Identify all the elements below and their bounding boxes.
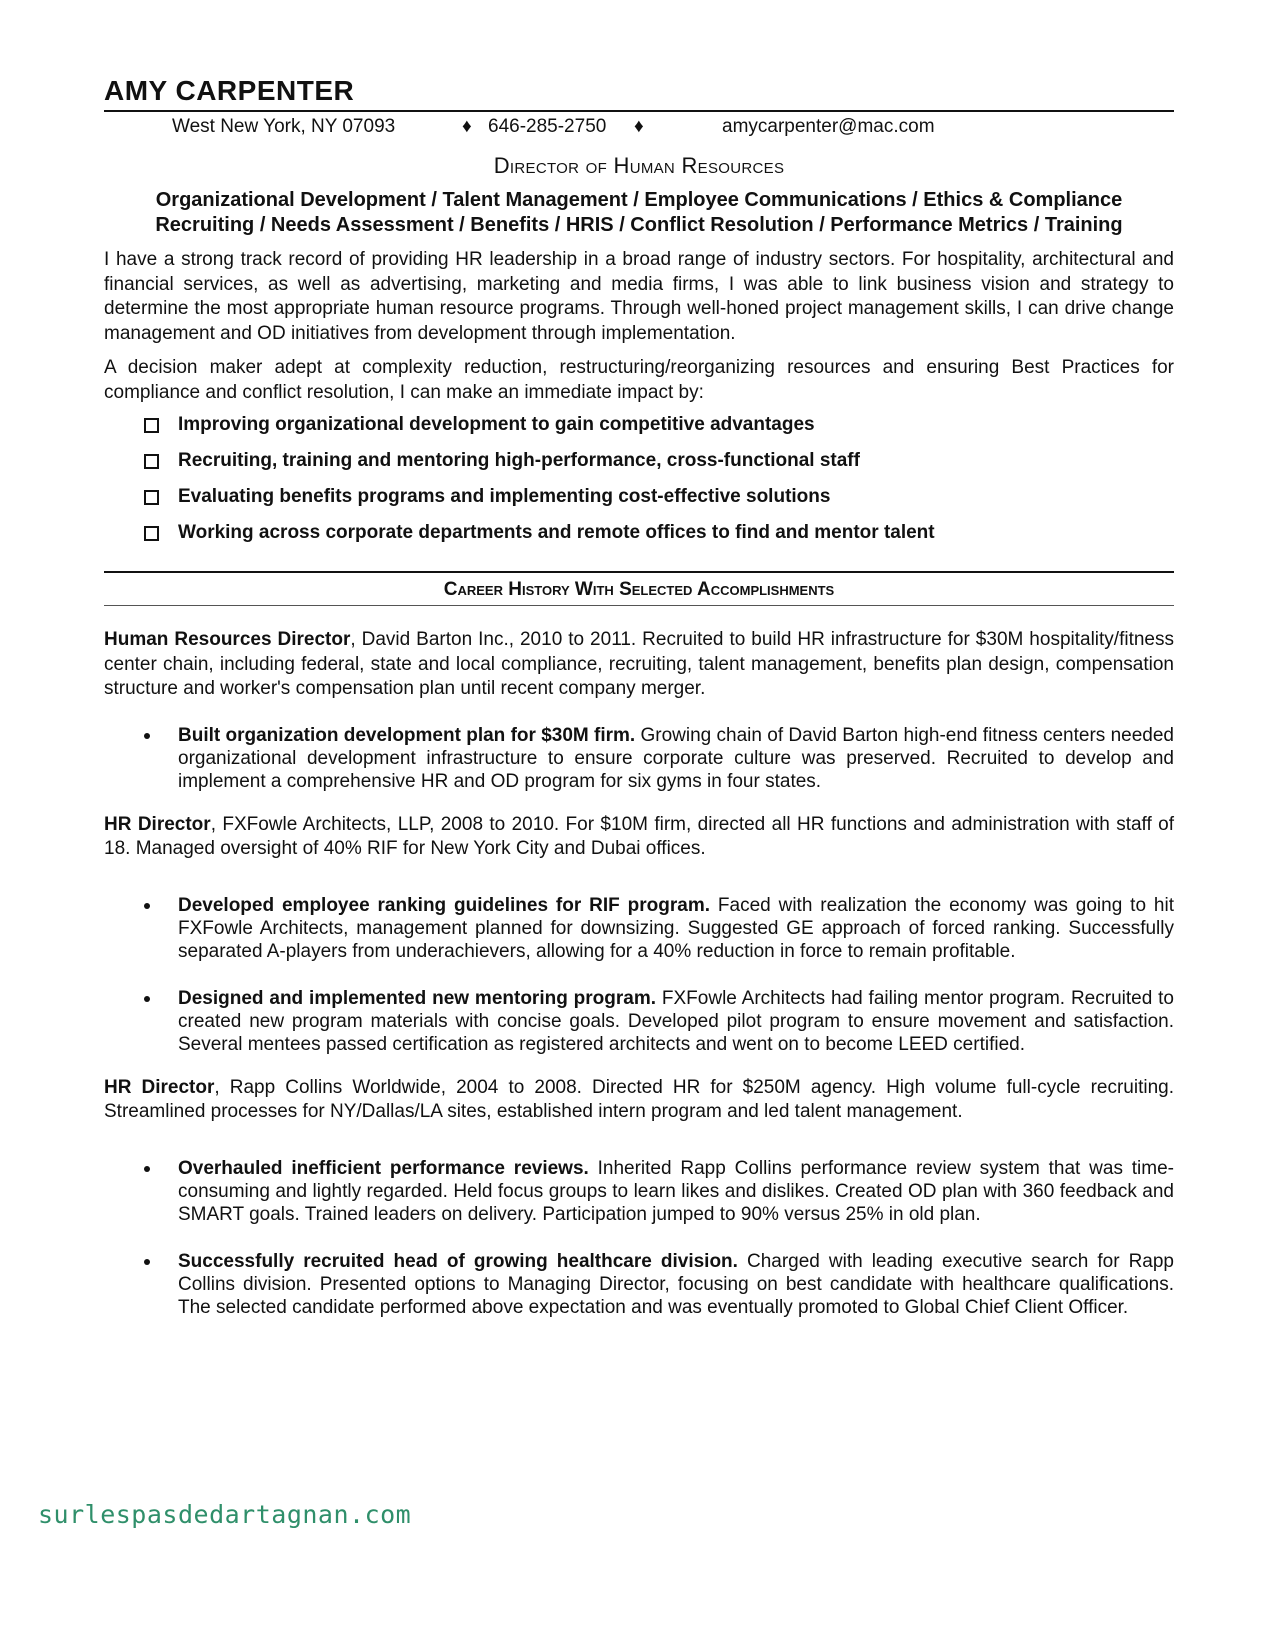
list-item: Evaluating benefits programs and implementing cost-effective solutions [104,485,1174,521]
bullet-icon [144,903,150,909]
accomplishment-list [104,1157,1174,1319]
location: West New York, NY 07093 [172,116,396,137]
summary-paragraph: A decision maker adept at complexity reduction, restructuring/reorganizing resources and ensuring Best Practices for compliance and conflict resolution, I can make an immediate impact by: [104,357,1174,403]
separator-diamond: ♦ [634,116,644,137]
bullet-icon [144,733,150,739]
list-item: Improving organizational development to gain competitive advantages [104,413,1174,449]
job-description: , Rapp Collins Worldwide, 2004 to 2008. Directed HR for $250M agency. High volume full-cycle recruiting. Streamlined processes for NY/Dallas/LA sites, established intern program and led talent management. [104,1076,1174,1122]
keyword-line: Organizational Development / Talent Management / Employee Communications / Ethics & Compliance [155,189,1123,211]
job-role: HR Director [104,1076,215,1098]
list-item: Successfully recruited head of growing healthcare division. Charged with leading executive search for Rapp Collins division. Presented options to Managing Director, focusing on best candidate with healthcare qualifications. The selected candidate performed above expectation and was eventually promoted to Global Chief Client Officer. [104,1250,1174,1319]
job-description: , FXFowle Architects, LLP, 2008 to 2010. For $10M firm, directed all HR functions and administration with staff of 18. Managed oversight of 40% RIF for New York City and Dubai offices. [104,813,1174,859]
email: amycarpenter@mac.com [722,116,935,137]
keyword-block [104,188,1174,238]
separator-diamond: ♦ [462,116,472,137]
bullet-icon [144,996,150,1002]
list-item: Overhauled inefficient performance reviews. Inherited Rapp Collins performance review system that was time-consuming and lightly regarded. Held focus groups to learn likes and dislikes. Created OD plan with 360 feedback and SMART goals. Trained leaders on delivery. Participation jumped to 90% versus 25% in old plan. [104,1157,1174,1226]
job-entry [104,1076,1174,1125]
list-item: Designed and implemented new mentoring program. FXFowle Architects had failing mentor program. Recruited to created new program materials with concise goals. Developed pilot program to ensure movement and satisfaction. Several mentees passed certification as registered architects and went on to become LEED certified. [104,987,1174,1056]
list-item: Working across corporate departments and remote offices to find and mentor talent [104,521,1174,557]
checkbox-icon [144,526,159,541]
job-title: Director of Human Resources [493,153,785,178]
contact-line [104,112,1174,142]
summary-paragraph: I have a strong track record of providing HR leadership in a broad range of industry sectors. For hospitality, architectural and financial services, as well as advertising, marketing and media firms, I was able to link business vision and strategy to determine the most appropriate human resource programs. Through well-honed project management skills, I can drive change management and OD initiatives from development through implementation. [104,249,1174,344]
list-item: Built organization development plan for $30M firm. Growing chain of David Barton high-end fitness centers needed organizational development infrastructure to ensure corporate culture was preserved. Recruited to develop and implement a comprehensive HR and OD program for six gyms in four states. [104,724,1174,793]
job-role: HR Director [104,813,211,835]
impact-list [104,413,1174,557]
job-entry [104,628,1174,702]
keyword-line: Recruiting / Needs Assessment / Benefits / HRIS / Conflict Resolution / Performance Metrics / Training [155,214,1123,236]
list-item: Developed employee ranking guidelines for RIF program. Faced with realization the economy was going to hit FXFowle Architects, management planned for downsizing. Suggested GE approach of forced ranking. Successfully separated A-players from underachievers, allowing for a 40% reduction in force to remain profitable. [104,894,1174,963]
list-item: Recruiting, training and mentoring high-performance, cross-functional staff [104,449,1174,485]
bullet-icon [144,1259,150,1265]
phone: 646-285-2750 [488,116,607,137]
section-heading: Career History With Selected Accomplishments [104,571,1174,606]
checkbox-icon [144,418,159,433]
bullet-icon [144,1166,150,1172]
accomplishment-list [104,894,1174,1056]
job-description: , David Barton Inc., 2010 to 2011. Recruited to build HR infrastructure for $30M hospitality/fitness center chain, including federal, state and local compliance, recruiting, talent management, benefits plan design, compensation structure and worker's compensation plan until recent company merger. [104,629,1174,699]
accomplishment-list [104,724,1174,793]
resume-page [104,74,1174,1343]
watermark: surlespasdedartagnan.com [38,1500,412,1529]
candidate-name: AMY CARPENTER [104,75,355,106]
job-role: Human Resources Director [104,629,351,650]
checkbox-icon [144,454,159,469]
job-entry [104,813,1174,862]
checkbox-icon [144,490,159,505]
